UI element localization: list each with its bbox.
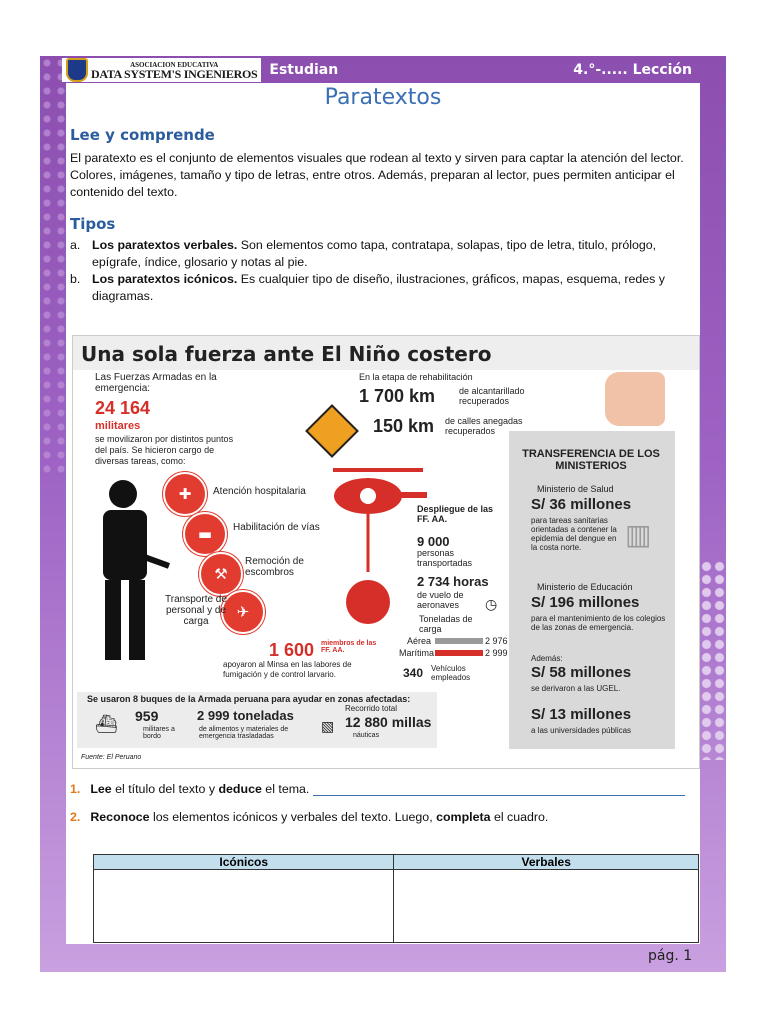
univ-amount: S/ 13 millones	[531, 706, 632, 723]
ff-description: se movilizaron por distintos puntos del país. Se hicieron cargo de diversas tareas, como:	[95, 434, 234, 466]
ship-icon: ⛴	[95, 714, 118, 734]
km-calles: 150 km	[373, 416, 435, 436]
shield-icon	[66, 58, 88, 82]
question-text: el cuadro.	[490, 810, 549, 824]
question-number: 2.	[70, 810, 81, 824]
ship-toneladas-desc: de alimentos y materiales de emergencia trasladadas	[199, 726, 289, 740]
km-alcantarillado: 1 700 km	[359, 386, 436, 406]
maritima-label: Marítima	[399, 648, 435, 658]
content-panel	[66, 83, 700, 944]
km-alcantarillado-desc: de alcantarillado recuperados	[459, 386, 525, 406]
section-heading-lee: Lee y comprende	[70, 126, 215, 144]
univ-desc: a las universidades públicas	[531, 726, 632, 735]
decorative-dots-left	[40, 56, 68, 476]
list-marker: a.	[70, 238, 81, 252]
task-label: Remoción de escombros	[245, 556, 304, 578]
hospital-icon: ✚	[163, 472, 207, 516]
intro-paragraph: El paratexto es el conjunto de elementos visuales que rodean al texto y sirven para captar la atención del lector. Colores, imágenes, tamaño y tipo de letras, entre otros. Además, preparan al lector, pues permiten anticipar el contenido del texto.	[70, 151, 684, 199]
vehicles-desc: Vehículos empleados	[431, 664, 471, 682]
minsa-unit: miembros de las FF. AA.	[321, 640, 377, 654]
ademas-label: Además:	[531, 654, 563, 663]
vehicles-number: 340	[403, 666, 424, 680]
persons-desc: personas transportadas	[417, 548, 473, 568]
construction-sign-icon	[305, 404, 359, 458]
task-label: Transporte de personal y de carga	[165, 594, 227, 627]
task-label: Atención hospitalaria	[213, 486, 306, 497]
infographic	[72, 335, 700, 769]
ship-militares-desc: militares a bordo	[143, 726, 175, 740]
list-item-text: Es cualquier tipo de diseño, ilustraciones, gráficos, mapas, esquema, redes y diagramas.	[92, 272, 665, 303]
hand-icon	[605, 372, 665, 426]
list-item-text: Son elementos como tapa, contratapa, solapas, tipo de letra, titulo, prólogo, epígrafe, índice, glosario y notas al pie.	[92, 238, 657, 269]
ff-number: 24 164	[95, 398, 151, 418]
deploy-label: Despliegue de las FF. AA.	[417, 504, 494, 524]
list-marker: b.	[70, 272, 81, 286]
km-calles-desc: de calles anegadas recuperados	[445, 416, 523, 436]
answer-table	[93, 854, 699, 943]
page-number: pág. 1	[648, 948, 693, 964]
source-note: Fuente: El Peruano	[81, 754, 142, 761]
header-lesson-label: 4.°-..... Lección	[573, 62, 692, 78]
question-verb: Lee	[90, 782, 112, 796]
aerea-label: Aérea	[407, 636, 432, 646]
edu-desc: para el mantenimiento de los colegios de las zonas de emergencia.	[531, 614, 666, 632]
ugel-amount: S/ 58 millones	[531, 664, 632, 681]
list-item-bold: Los paratextos verbales.	[92, 238, 238, 252]
ship-recorrido-label: Recorrido total	[345, 704, 398, 713]
question-text: los elementos icónicos y verbales del texto. Luego,	[149, 810, 437, 824]
minsa-number: 1 600	[269, 640, 315, 660]
transfer-title: TRANSFERENCIA DE LOS MINISTERIOS	[522, 448, 660, 472]
school-logo	[62, 58, 261, 82]
task-label: Habilitación de vías	[233, 522, 320, 533]
decorative-dots-right	[700, 560, 726, 760]
header-bar	[62, 58, 704, 82]
table-header-iconicos: Icónicos	[94, 855, 394, 870]
minsa-description: apoyaron al Minsa en las labores de fumigación y de control larvario.	[223, 660, 352, 679]
hours-number: 2 734 horas	[417, 574, 489, 589]
ship-militares-number: 959	[135, 708, 159, 724]
answer-cell-iconicos[interactable]	[94, 870, 394, 943]
aerea-value: 2 976	[485, 636, 508, 646]
aerea-bar	[435, 638, 483, 644]
question-verb: completa	[436, 810, 491, 824]
soldier-icon	[83, 476, 173, 676]
question-number: 1.	[70, 782, 81, 796]
maritima-value: 2 999	[485, 648, 508, 658]
salud-label: Ministerio de Salud	[537, 484, 614, 494]
tons-label: Toneladas de carga	[419, 614, 473, 634]
rehab-label: En la etapa de rehabilitación	[359, 372, 473, 382]
answer-line[interactable]	[313, 795, 685, 796]
shovel-worker-icon: ⚒	[199, 552, 243, 596]
ship-millas-desc: náuticas	[353, 732, 380, 739]
list-item-bold: Los paratextos icónicos.	[92, 272, 238, 286]
salud-amount: S/ 36 millones	[531, 496, 632, 513]
question-verb: Reconoce	[90, 810, 150, 824]
question-1	[70, 782, 685, 796]
answer-cell-verbales[interactable]	[394, 870, 699, 943]
ship-toneladas-number: 2 999 toneladas	[197, 708, 294, 723]
header-student-label: Estudian	[269, 62, 339, 78]
list-item	[70, 271, 694, 305]
table-header-verbales: Verbales	[394, 855, 699, 870]
ugel-desc: se derivaron a las UGEL.	[531, 684, 621, 693]
ff-unit: militares	[95, 420, 141, 432]
question-2	[70, 810, 548, 824]
page-title: Paratextos	[324, 85, 442, 110]
list-item	[70, 237, 694, 271]
hospital-building-icon: ▥	[625, 519, 652, 550]
question-verb: deduce	[218, 782, 262, 796]
edu-amount: S/ 196 millones	[531, 594, 640, 611]
airplane-icon: ✈	[221, 590, 265, 634]
maritima-bar	[435, 650, 483, 656]
question-text: el tema.	[261, 782, 310, 796]
clock-icon: ◷	[485, 596, 498, 612]
logo-subtitle: ASOCIACION EDUCATIVA	[130, 61, 219, 69]
bulldozer-icon: ▬	[183, 512, 227, 556]
section-heading-tipos: Tipos	[70, 215, 116, 233]
salud-desc: para tareas sanitarias orientadas a contener la epidemia del dengue en la costa norte.	[531, 516, 617, 552]
infographic-title: Una sola fuerza ante El Niño costero	[81, 342, 492, 366]
ff-intro: Las Fuerzas Armadas en la emergencia:	[95, 372, 217, 394]
persons-number: 9 000	[417, 534, 450, 549]
edu-label: Ministerio de Educación	[537, 582, 633, 592]
ships-label: Se usaron 8 buques de la Armada peruana para ayudar en zonas afectadas:	[87, 694, 411, 704]
hours-desc: de vuelo de aeronaves	[417, 590, 464, 610]
ship-millas-number: 12 880 millas	[345, 714, 432, 730]
question-text: el título del texto y	[111, 782, 219, 796]
map-icon: ▧	[321, 718, 335, 734]
logo-title: DATA SYSTEM'S INGENIEROS	[91, 67, 258, 81]
